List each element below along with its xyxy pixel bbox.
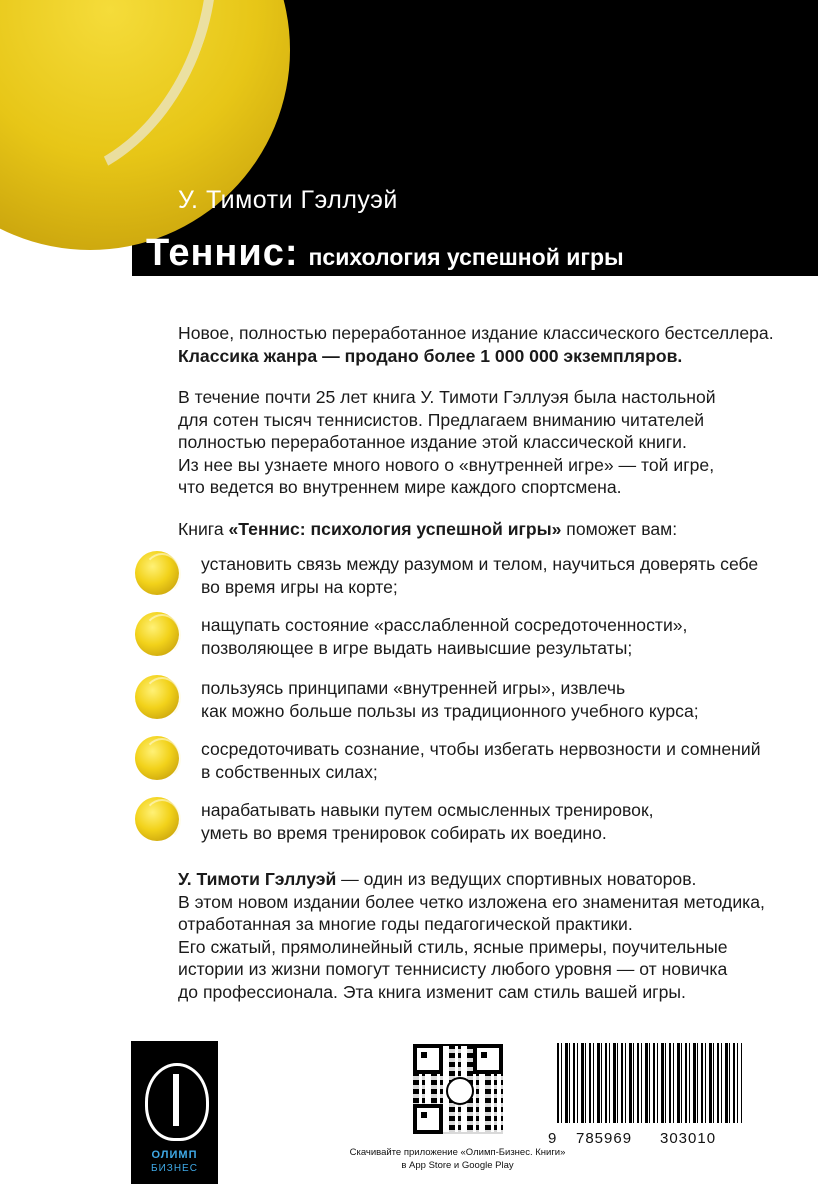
publisher-logo [131,1041,218,1184]
tennis-ball-icon [135,612,179,656]
bio-line: Его сжатый, прямолинейный стиль, ясные примеры, поучительные [178,936,728,957]
app-note [340,1146,575,1172]
intro-line: Новое, полностью переработанное издание классического бестселлера. [178,323,774,343]
barcode [557,1043,742,1123]
list-item-text: пользуясь принципами «внутренней игры», извлечь как можно больше пользы из традиционного учебного курса; [201,678,699,721]
para-line: В течение почти 25 лет книга У. Тимоти Гэллуэя была настольной [178,387,716,407]
app-note-line: Скачивайте приложение «Олимп-Бизнес. Книги» [349,1147,566,1158]
lead [178,518,778,541]
emblem-icon [145,1063,209,1141]
bio-line: В этом новом издании более четко изложена его знаменитая методика, [178,891,765,912]
bio-line: отработанная за многие годы педагогической практики. [178,914,633,934]
bio-line: истории из жизни помогут теннисисту любого уровня — от новичка [178,959,728,979]
list-item-text: нащупать состояние «расслабленной сосредоточенности», позволяющее в игре выдать наивысшие результаты; [201,615,688,658]
list-item-text: установить связь между разумом и телом, научиться доверять себе во время игры на корте; [201,554,759,597]
bio-name: У. Тимоти Гэллуэй [178,869,337,889]
intro [178,322,778,367]
isbn-group: 785969 [576,1130,633,1147]
tennis-ball-icon [135,675,179,719]
para-line: полностью переработанное издание этой классической книги. [178,432,687,452]
author-bio [178,868,798,1003]
bio-text: — один из ведущих спортивных новаторов. [336,869,697,889]
app-logo-icon [446,1077,474,1105]
description [178,322,778,559]
list-item-text: нарабатывать навыки путем осмысленных тренировок, уметь во время тренировок собирать их воедино. [201,800,654,843]
intro-bold: Классика жанра — продано более 1 000 000 экземпляров. [178,345,683,366]
list-item-text: сосредоточивать сознание, чтобы избегать нервозности и сомнений в собственных силах; [201,739,761,782]
bio-line: до профессионала. Эта книга изменит сам стиль вашей игры. [178,981,686,1002]
isbn-group: 303010 [660,1130,717,1147]
publisher-name-sub: БИЗНЕС [151,1163,198,1174]
tennis-ball-icon [135,736,179,780]
tennis-ball-icon [135,551,179,595]
title-sub: психология успешной игры [308,244,624,270]
author-name: У. Тимоти Гэллуэй [178,186,398,214]
title-main: Теннис: [146,232,299,274]
para-line: Из нее вы узнаете много нового о «внутренней игре» — той игре, [178,454,715,475]
lead-bold: «Теннис: психология успешной игры» [228,518,562,539]
lead-text: Книга [178,518,229,539]
lead-text: поможет вам: [561,518,678,539]
publisher-name: ОЛИМП [151,1149,198,1161]
qr-code [413,1044,503,1134]
para-line: что ведется во внутреннем мире каждого спортсмена. [178,477,622,497]
isbn-group: 9 [548,1130,558,1147]
book-title [146,232,624,275]
tennis-ball-icon [135,797,179,841]
app-note-line: в App Store и Google Play [401,1160,514,1171]
para-line: для сотен тысяч теннисистов. Предлагаем вниманию читателей [178,409,705,430]
paragraph-1 [178,386,778,499]
